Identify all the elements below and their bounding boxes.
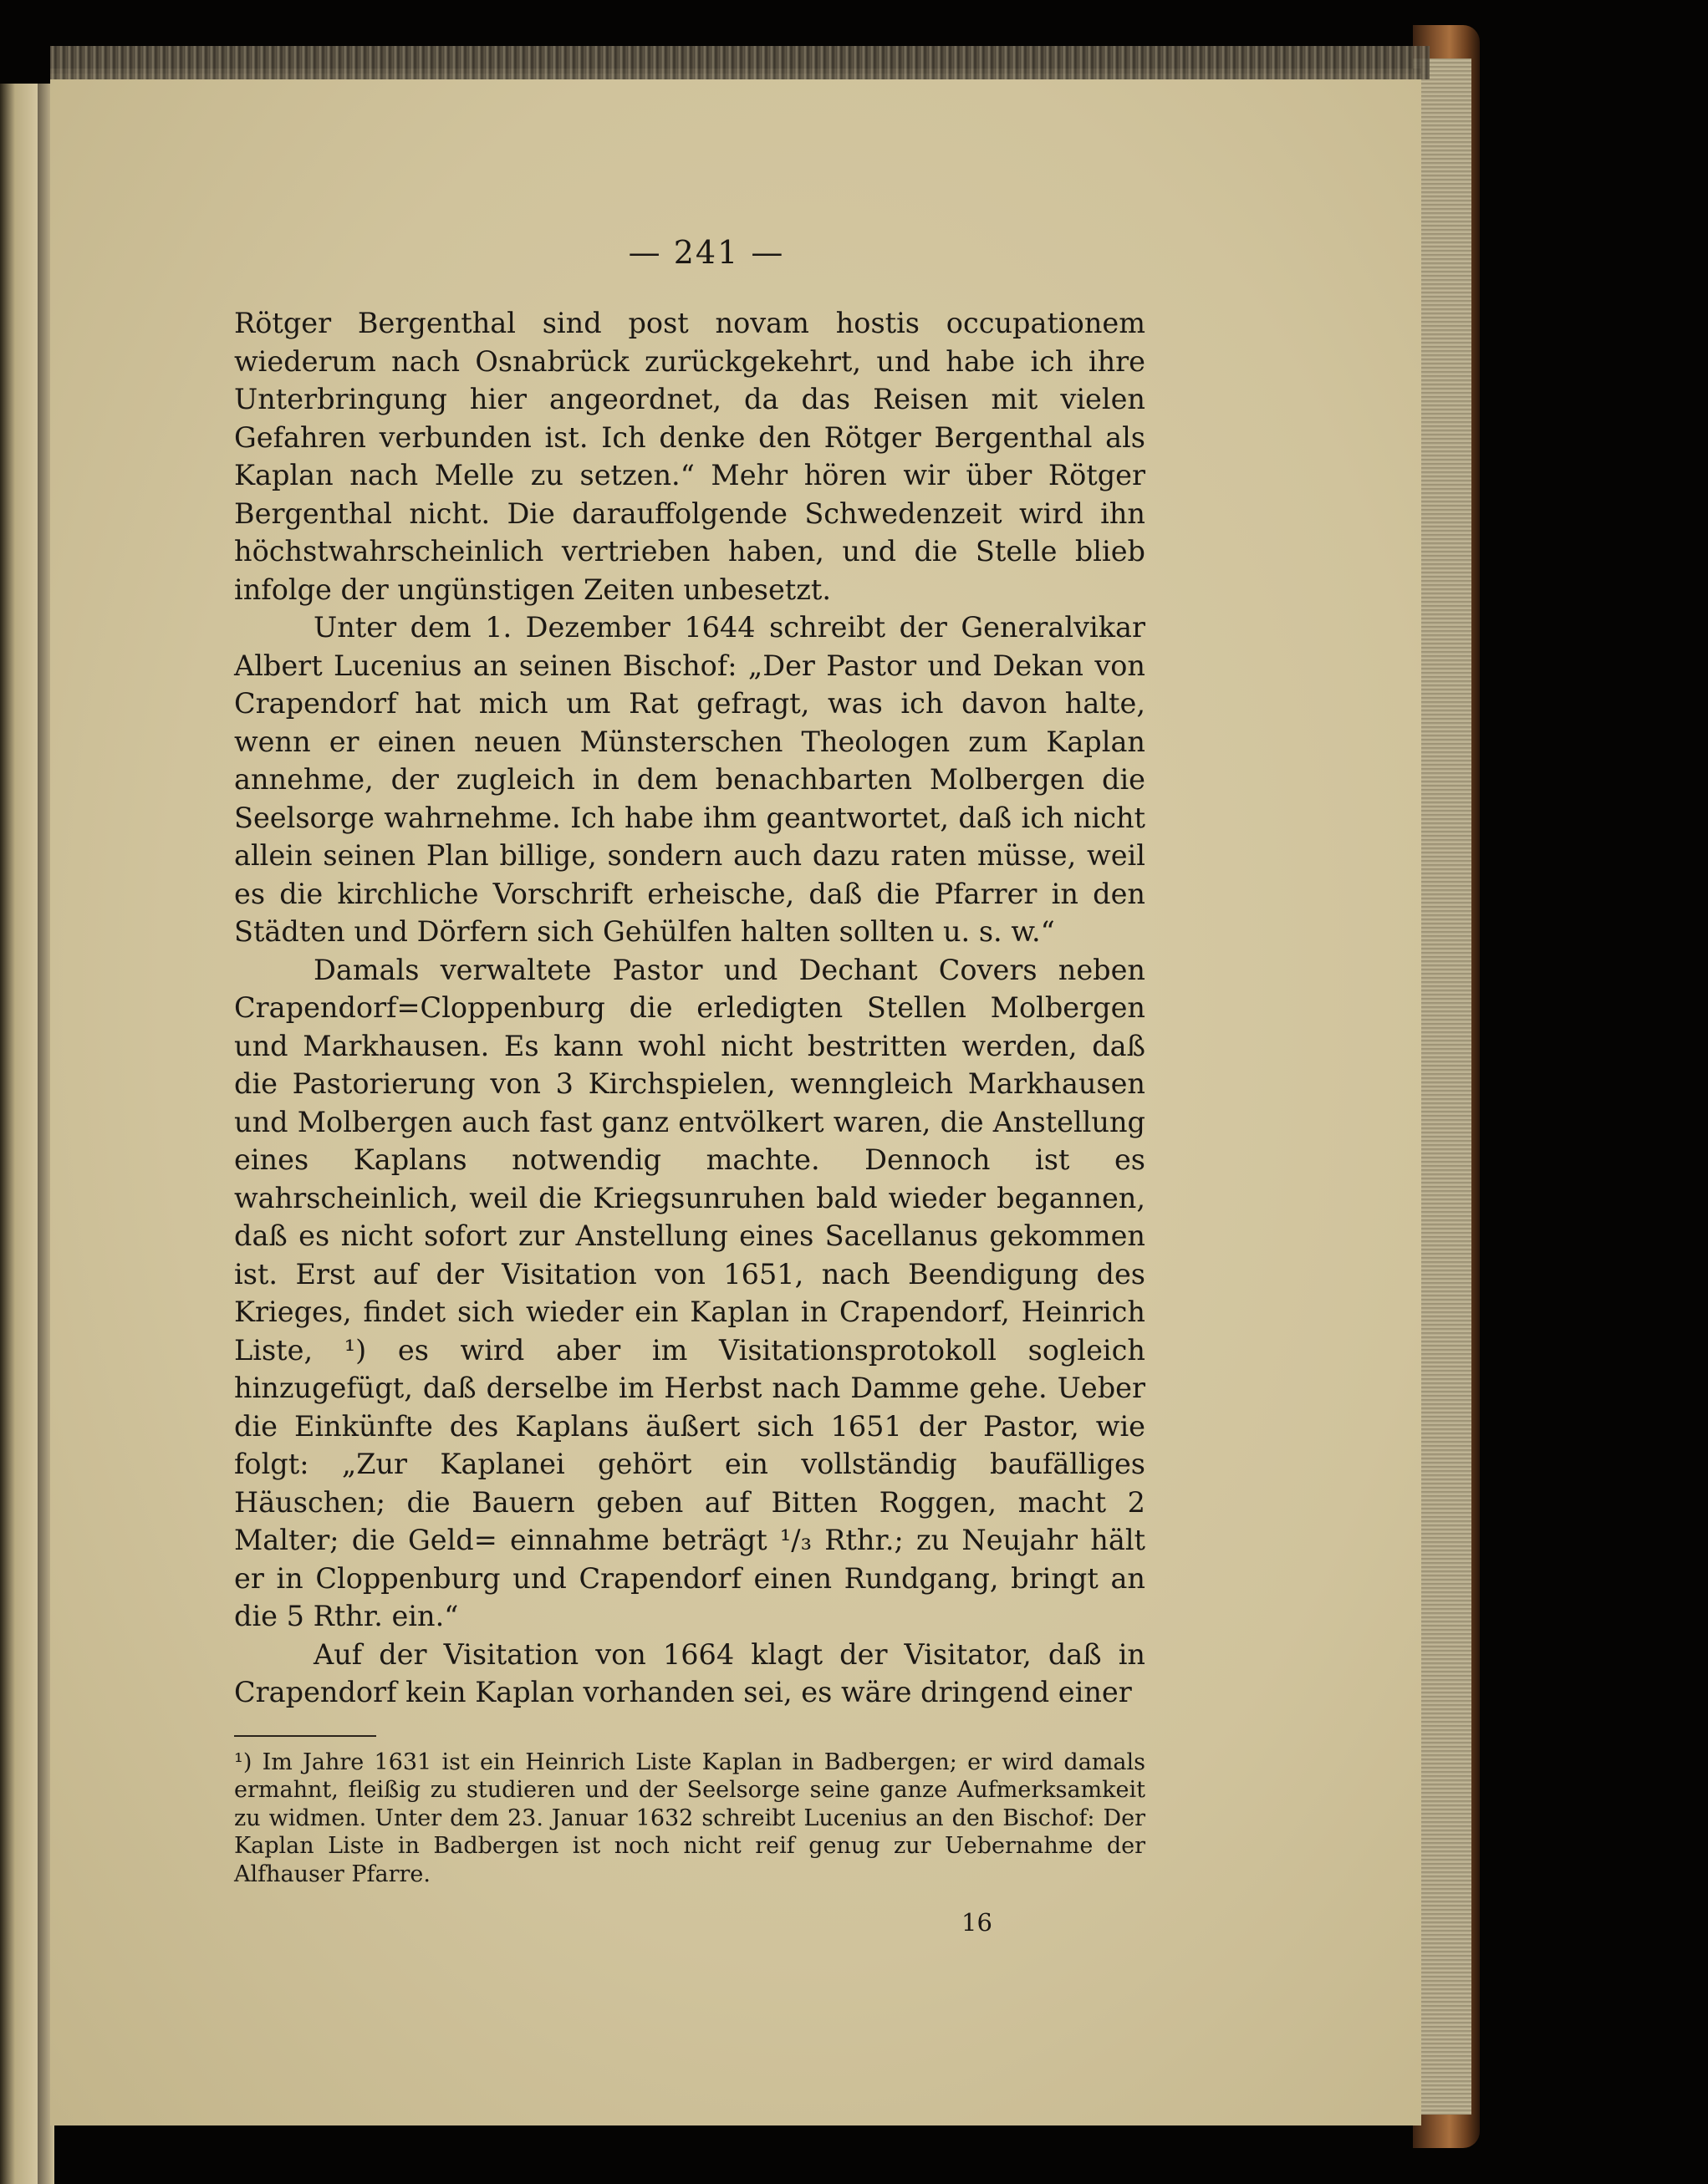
- paragraph-3: Damals verwaltete Pastor und Dechant Covers neben Crapendorf=Cloppenburg die erledigten Stellen Molbergen und Markhausen. Es kann wohl nicht bestritten werden, daß die Pastorierung von 3 Kirchspielen, wenngleich Markhausen und Molbergen auch fast ganz entvölkert waren, die Anstellung eines Kaplans notwendig machte. Dennoch ist es wahrscheinlich, weil die Kriegsunruhen bald wieder begannen, daß es nicht sofort zur Anstellung eines Sacellanus gekommen ist. Erst auf der Visitation von 1651, nach Beendigung des Krieges, findet sich wieder ein Kaplan in Crapendorf, Heinrich Liste, ¹) es wird aber im Visitationsprotokoll sogleich hinzugefügt, daß derselbe im Herbst nach Damme gehe. Ueber die Einkünfte des Kaplans äußert sich 1651 der Pastor, wie folgt: „Zur Kaplanei gehört ein vollständig baufälliges Häuschen; die Bauern geben auf Bitten Roggen, macht 2 Malter; die Geld= einnahme beträgt ¹/₃ Rthr.; zu Neujahr hält er in Cloppenburg und Crapendorf einen Rundgang, bringt an die 5 Rthr. ein.“: [234, 953, 1145, 1632]
- page-top-edge: [50, 46, 1430, 79]
- page-content: [234, 234, 1145, 1937]
- page-fore-edge: [1413, 59, 1471, 2115]
- paragraph-2: Unter dem 1. Dezember 1644 schreibt der Generalvikar Albert Lucenius an seinen Bischof: „Der Pastor und Dekan von Crapendorf hat mich um Rat gefragt, was ich davon halte, wenn er einen neuen Münsterschen Theologen zum Kaplan annehme, der zugleich in dem benachbarten Molbergen die Seelsorge wahrnehme. Ich habe ihm geantwortet, daß ich nicht allein seinen Plan billige, sondern auch dazu raten müsse, weil es die kirchliche Vorschrift erheische, daß die Pfarrer in den Städten und Dörfern sich Gehülfen halten sollten u. s. w.“: [234, 611, 1145, 948]
- footnote: ¹) Im Jahre 1631 ist ein Heinrich Liste Kaplan in Badbergen; er wird damals ermahnt, fleißig zu studieren und der Seelsorge seine ganze Aufmerksamkeit zu widmen. Unter dem 23. Januar 1632 schreibt Lucenius an den Bischof: Der Kaplan Liste in Badbergen ist noch nicht reif genug zur Uebernahme der Alfhauser Pfarre.: [234, 1749, 1145, 1887]
- left-page-edge: [0, 84, 38, 2184]
- paragraph-4: Auf der Visitation von 1664 klagt der Visitator, daß in Crapendorf kein Kaplan vorhanden sei, es wäre dringend einer: [234, 1637, 1145, 1708]
- paragraph-1: Rötger Bergenthal sind post novam hostis occupationem wiederum nach Osnabrück zurückgekehrt, und habe ich ihre Unterbringung hier angeordnet, da das Reisen mit vielen Gefahren verbunden ist. Ich denke den Rötger Bergenthal als Kaplan nach Melle zu setzen.“ Mehr hören wir über Rötger Bergenthal nicht. Die darauffolgende Schwedenzeit wird ihn höchstwahrscheinlich vertrieben haben, und die Stelle blieb infolge der ungünstigen Zeiten unbesetzt.: [234, 307, 1145, 606]
- page-number: — 241 —: [628, 234, 785, 271]
- signature-mark: 16: [961, 1908, 992, 1937]
- footnote-divider: [234, 1735, 376, 1737]
